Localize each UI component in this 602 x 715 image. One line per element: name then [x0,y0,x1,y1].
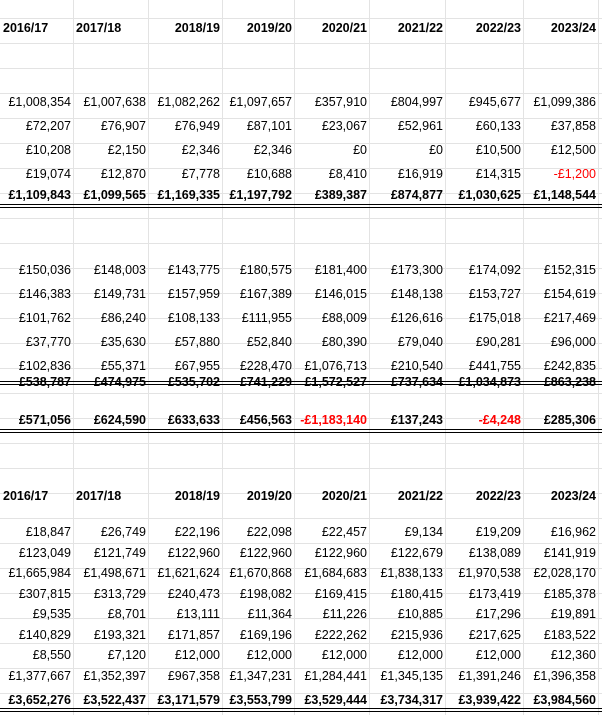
value-cell[interactable]: £12,000 [246,648,292,662]
value-cell[interactable]: £1,347,231 [229,669,292,683]
value-cell[interactable]: £1,970,538 [458,566,521,580]
value-cell[interactable]: £10,688 [246,167,292,181]
value-cell[interactable]: £123,049 [18,546,71,560]
value-cell[interactable]: £79,040 [397,335,443,349]
value-cell[interactable]: £10,208 [25,143,71,157]
value-cell[interactable]: £3,171,579 [157,693,220,707]
value-cell[interactable]: £9,134 [404,525,443,539]
value-cell[interactable]: £60,133 [475,119,521,133]
year-header-cell[interactable]: 2023/24 [550,489,596,503]
value-cell[interactable]: £19,209 [475,525,521,539]
net-total-row [0,408,602,432]
value-cell[interactable]: £242,835 [543,359,596,373]
value-cell[interactable]: £1,621,624 [157,566,220,580]
value-cell[interactable]: £1,670,868 [229,566,292,580]
value-cell[interactable]: £52,840 [246,335,292,349]
header-row-bottom [0,484,602,508]
value-cell[interactable]: £154,619 [543,287,596,301]
year-header-cell[interactable]: 2022/23 [475,21,521,35]
income-row [0,138,602,162]
value-cell[interactable]: £1,109,843 [8,188,71,202]
value-cell[interactable]: £210,540 [390,359,443,373]
value-cell[interactable]: £222,262 [314,628,367,642]
row-gridline [0,68,602,69]
value-cell[interactable]: £2,150 [107,143,146,157]
value-cell[interactable]: £26,749 [100,525,146,539]
value-cell[interactable]: £14,315 [475,167,521,181]
value-cell[interactable]: £102,836 [18,359,71,373]
value-cell[interactable]: £7,778 [181,167,220,181]
value-cell[interactable]: £146,015 [314,287,367,301]
value-cell[interactable]: £12,360 [550,648,596,662]
value-cell[interactable]: £140,829 [18,628,71,642]
value-cell[interactable]: £19,891 [550,607,596,621]
value-cell[interactable]: £0 [429,143,443,157]
value-cell[interactable]: £863,238 [543,375,596,389]
value-cell[interactable]: £2,346 [253,143,292,157]
value-cell[interactable]: £8,550 [32,648,71,662]
value-cell[interactable]: £169,415 [314,587,367,601]
value-cell[interactable]: £1,377,667 [8,669,71,683]
value-cell[interactable]: £173,419 [468,587,521,601]
year-header-cell[interactable]: 2017/18 [76,489,122,503]
value-cell[interactable]: £122,960 [167,546,220,560]
value-cell[interactable]: £55,371 [100,359,146,373]
value-cell[interactable]: £3,652,276 [8,693,71,707]
value-cell[interactable]: £1,391,246 [458,669,521,683]
year-header-cell[interactable]: 2017/18 [76,21,122,35]
value-cell[interactable]: £285,306 [543,413,596,427]
value-cell[interactable]: £86,240 [100,311,146,325]
value-cell[interactable]: £171,857 [167,628,220,642]
year-header-cell[interactable]: 2020/21 [321,21,367,35]
value-cell[interactable]: £3,522,437 [83,693,146,707]
value-cell[interactable]: £16,962 [550,525,596,539]
value-cell[interactable]: £138,089 [468,546,521,560]
value-cell[interactable]: £111,955 [241,311,292,325]
value-cell[interactable]: £1,396,358 [533,669,596,683]
value-cell[interactable]: £122,960 [239,546,292,560]
value-cell[interactable]: £3,984,560 [533,693,596,707]
value-cell[interactable]: £19,074 [25,167,71,181]
value-cell[interactable]: £12,000 [174,648,220,662]
value-cell[interactable]: £22,196 [174,525,220,539]
income-row [0,90,602,114]
value-cell[interactable]: £37,858 [550,119,596,133]
value-cell[interactable]: £313,729 [93,587,146,601]
value-cell[interactable]: £945,677 [468,95,521,109]
header-row-top [0,16,602,40]
value-cell[interactable]: £23,067 [321,119,367,133]
value-cell[interactable]: £1,097,657 [229,95,292,109]
value-cell[interactable]: £8,410 [328,167,367,181]
income-total-row [0,183,602,207]
value-cell[interactable]: £148,138 [390,287,443,301]
value-cell[interactable]: £1,665,984 [8,566,71,580]
value-cell[interactable]: £1,684,683 [304,566,367,580]
value-cell[interactable]: £185,378 [543,587,596,601]
value-cell[interactable]: £181,400 [314,263,367,277]
value-cell[interactable]: £87,101 [246,119,292,133]
value-cell[interactable]: £1,345,135 [380,669,443,683]
value-cell[interactable]: £141,919 [543,546,596,560]
value-cell[interactable]: £357,910 [314,95,367,109]
value-cell[interactable]: -£1,200 [553,167,596,181]
value-cell[interactable]: £1,076,713 [304,359,367,373]
value-cell[interactable]: £108,133 [167,311,220,325]
value-cell[interactable]: £535,702 [167,375,220,389]
year-header-cell[interactable]: 2019/20 [246,21,292,35]
value-cell[interactable]: £2,346 [181,143,220,157]
value-cell[interactable]: £571,056 [18,413,71,427]
value-cell[interactable]: £1,572,527 [304,375,367,389]
value-cell[interactable]: £10,500 [475,143,521,157]
value-cell[interactable]: £18,847 [25,525,71,539]
value-cell[interactable]: £16,919 [397,167,443,181]
value-cell[interactable]: £1,008,354 [8,95,71,109]
value-cell[interactable]: £12,000 [475,648,521,662]
value-cell[interactable]: £967,358 [167,669,220,683]
value-cell[interactable]: £1,007,638 [83,95,146,109]
value-cell[interactable]: £12,870 [100,167,146,181]
value-cell[interactable]: £1,082,262 [157,95,220,109]
value-cell[interactable]: £1,498,671 [83,566,146,580]
value-cell[interactable]: £122,679 [390,546,443,560]
value-cell[interactable]: £12,000 [321,648,367,662]
expense-row [0,258,602,282]
value-cell[interactable]: £1,099,565 [83,188,146,202]
value-cell[interactable]: £22,457 [321,525,367,539]
value-cell[interactable]: £3,939,422 [458,693,521,707]
value-cell[interactable]: £240,473 [167,587,220,601]
value-cell[interactable]: £35,630 [100,335,146,349]
value-cell[interactable]: £1,352,397 [83,669,146,683]
value-cell[interactable]: £874,877 [390,188,443,202]
value-cell[interactable]: £215,936 [390,628,443,642]
value-cell[interactable]: £149,731 [93,287,146,301]
value-cell[interactable]: £228,470 [239,359,292,373]
value-cell[interactable]: £153,727 [468,287,521,301]
value-cell[interactable]: £3,734,317 [380,693,443,707]
value-cell[interactable]: £441,755 [468,359,521,373]
value-cell[interactable]: £96,000 [550,335,596,349]
value-cell[interactable]: £3,529,444 [304,693,367,707]
value-cell[interactable]: £11,364 [247,607,292,621]
value-cell[interactable]: £180,415 [390,587,443,601]
asset-row [0,664,602,688]
row-gridline [0,243,602,244]
value-cell[interactable]: £52,961 [397,119,443,133]
value-cell[interactable]: £180,575 [239,263,292,277]
row-gridline [0,443,602,444]
year-header-cell[interactable]: 2016/17 [3,21,49,35]
value-cell[interactable]: £0 [353,143,367,157]
value-cell[interactable]: £174,092 [468,263,521,277]
value-cell[interactable]: £217,625 [468,628,521,642]
value-cell[interactable]: -£4,248 [478,413,521,427]
value-cell[interactable]: £148,003 [93,263,146,277]
value-cell[interactable]: £122,960 [314,546,367,560]
value-cell[interactable]: £12,500 [550,143,596,157]
asset-total-row [0,688,602,712]
value-cell[interactable]: £173,300 [390,263,443,277]
value-cell[interactable]: £538,787 [18,375,71,389]
value-cell[interactable]: £143,775 [167,263,220,277]
year-header-cell[interactable]: 2019/20 [246,489,292,503]
year-header-cell[interactable]: 2021/22 [397,489,443,503]
income-row [0,114,602,138]
value-cell[interactable]: £72,207 [25,119,71,133]
year-header-cell[interactable]: 2016/17 [3,489,49,503]
value-cell[interactable]: £1,838,133 [380,566,443,580]
value-cell[interactable]: £624,590 [93,413,146,427]
value-cell[interactable]: £17,296 [475,607,521,621]
expense-row [0,306,602,330]
value-cell[interactable]: £3,553,799 [229,693,292,707]
value-cell[interactable]: £741,229 [239,375,292,389]
year-header-cell[interactable]: 2018/19 [174,21,220,35]
value-cell[interactable]: £175,018 [468,311,521,325]
row-gridline [0,218,602,219]
value-cell[interactable]: £633,633 [167,413,220,427]
year-header-cell[interactable]: 2020/21 [321,489,367,503]
value-cell[interactable]: £2,028,170 [533,566,596,580]
value-cell[interactable]: £10,885 [397,607,443,621]
value-cell[interactable]: £7,120 [107,648,146,662]
value-cell[interactable]: £76,949 [174,119,220,133]
value-cell[interactable]: £737,634 [390,375,443,389]
value-cell[interactable]: £198,082 [239,587,292,601]
value-cell[interactable]: £157,959 [167,287,220,301]
value-cell[interactable]: £1,034,873 [458,375,521,389]
value-cell[interactable]: £456,563 [239,413,292,427]
value-cell[interactable]: £67,955 [174,359,220,373]
value-cell[interactable]: £389,387 [314,188,367,202]
value-cell[interactable]: £57,880 [174,335,220,349]
value-cell[interactable]: -£1,183,140 [300,413,367,427]
value-cell[interactable]: £22,098 [246,525,292,539]
row-gridline [0,518,602,519]
row-gridline [0,468,602,469]
value-cell[interactable]: £307,815 [18,587,71,601]
value-cell[interactable]: £1,099,386 [533,95,596,109]
value-cell[interactable]: £152,315 [543,263,596,277]
value-cell[interactable]: £121,749 [93,546,146,560]
value-cell[interactable]: £11,226 [322,607,367,621]
value-cell[interactable]: £80,390 [321,335,367,349]
value-cell[interactable]: £13,111 [176,607,220,621]
value-cell[interactable]: £76,907 [100,119,146,133]
value-cell[interactable]: £88,009 [321,311,367,325]
value-cell[interactable]: £167,389 [239,287,292,301]
value-cell[interactable]: £146,383 [18,287,71,301]
year-header-cell[interactable]: 2022/23 [475,489,521,503]
value-cell[interactable]: £1,169,335 [157,188,220,202]
expense-total-row [0,370,602,394]
value-cell[interactable]: £193,321 [93,628,146,642]
value-cell[interactable]: £1,148,544 [533,188,596,202]
value-cell[interactable]: £1,284,441 [304,669,367,683]
value-cell[interactable]: £12,000 [397,648,443,662]
row-gridline [0,43,602,44]
value-cell[interactable]: £101,762 [18,311,71,325]
value-cell[interactable]: £1,030,625 [458,188,521,202]
value-cell[interactable]: £126,616 [390,311,443,325]
value-cell[interactable]: £169,196 [239,628,292,642]
value-cell[interactable]: £804,997 [390,95,443,109]
value-cell[interactable]: £474,975 [93,375,146,389]
value-cell[interactable]: £137,243 [390,413,443,427]
year-header-cell[interactable]: 2023/24 [550,21,596,35]
expense-row [0,330,602,354]
value-cell[interactable]: £217,469 [543,311,596,325]
value-cell[interactable]: £150,036 [18,263,71,277]
expense-row [0,282,602,306]
year-header-cell[interactable]: 2021/22 [397,21,443,35]
value-cell[interactable]: £1,197,792 [229,188,292,202]
value-cell[interactable]: £183,522 [543,628,596,642]
value-cell[interactable]: £8,701 [107,607,146,621]
year-header-cell[interactable]: 2018/19 [174,489,220,503]
value-cell[interactable]: £9,535 [32,607,71,621]
value-cell[interactable]: £37,770 [25,335,71,349]
value-cell[interactable]: £90,281 [475,335,521,349]
